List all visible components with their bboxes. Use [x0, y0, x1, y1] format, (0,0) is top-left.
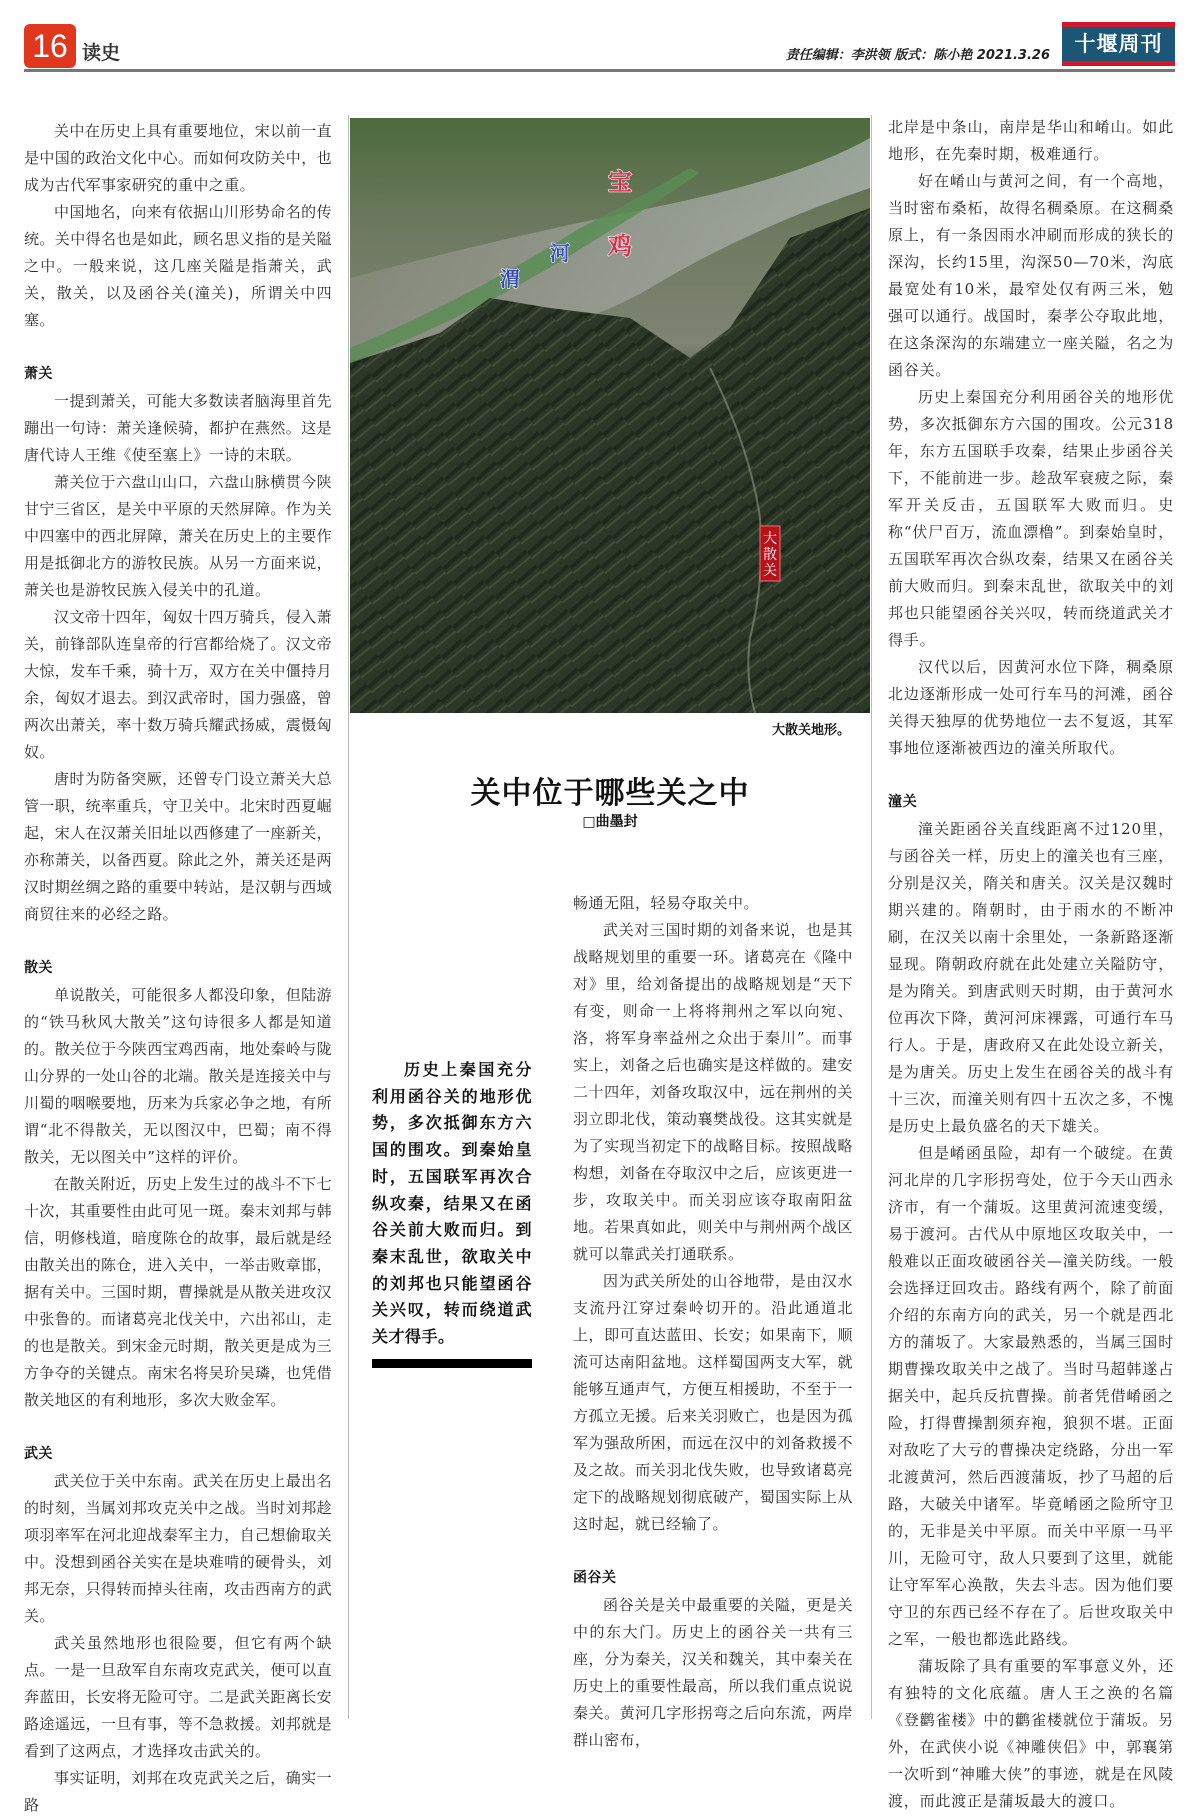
section-name: 读史: [82, 42, 121, 64]
paragraph: 事实证明，刘邦在攻克武关之后，确实一路: [24, 1769, 332, 1814]
article-title: 关中位于哪些关之中: [470, 776, 750, 811]
paragraph: 因为武关所处的山谷地带，是由汉水支流丹江穿过秦岭切开的。沿此通道北上，即可直达蓝田、长安；如果南下，顺流可达南阳盆地。这样蜀国两支大军，就能够互通声气，方便互相援助，不至于一方孤立无援。后来关羽败亡，也是因为孤军为强敌所困，而远在汉中的刘备救援不及之故。而关羽北伐失败，也导致诸葛亮定下的战略规划彻底破产，蜀国实际上从这时起，就已经输了。: [573, 1272, 853, 1533]
paragraph: 中国地名，向来有依据山川形势命名的传统。关中得名也是如此，顾名思义指的是关隘之中。一般来说，这几座关隘是指萧关，武关，散关，以及函谷关(潼关)，所谓关中四塞。: [24, 203, 333, 329]
paragraph: 在散关附近，历史上发生过的战斗不下七十次，其重要性由此可见一斑。秦末刘邦与韩信，明修栈道，暗度陈仓的故事，最后就是经由散关出的陈仓，进入关中，一举击败章邯，据有关中。三国时期，曹操就是从散关进攻汉中张鲁的。而诸葛亮北伐关中，六出祁山，走的也是散关。到宋金元时期，散关更是成为三方争夺的关键点。南宋名将吴玠吴璘，也凭借散关地区的有利地形，多次大败金军。: [24, 1175, 333, 1409]
map-label-guan: 关: [763, 563, 777, 579]
photo-caption: 大散关地形。: [771, 723, 850, 738]
section-heading: 武关: [24, 1446, 53, 1462]
paragraph: 函谷关是关中最重要的关隘，更是关中的东大门。历史上的函谷关一共有三座，分为秦关，汉关和魏关，其中秦关在历史上的重要性最高，所以我们重点说说秦关。黄河几字形拐弯之后向东流，两岸群山密布，: [573, 1596, 853, 1749]
paragraph: 关中在历史上具有重要地位，宋以前一直是中国的政治文化中心。而如何攻防关中，也成为古代军事家研究的重中之重。: [24, 122, 333, 194]
paragraph: 汉代以后，因黄河水位下降，稠桑原北边逐渐形成一处可行车马的河滩，函谷关得天独厚的优势地位一去不复返，其军事地位逐渐被西边的潼关所取代。: [888, 658, 1174, 757]
paragraph: 畅通无阻，轻易夺取关中。: [573, 894, 760, 912]
paragraph: 北岸是中条山，南岸是华山和崤山。如此地形，在先秦时期，极难通行。: [888, 118, 1174, 163]
map-label-ji: 鸡: [608, 231, 632, 260]
text-column-2: [573, 890, 853, 1754]
map-label-wei: 渭: [500, 267, 520, 291]
text-column-3: [888, 114, 1174, 1815]
paragraph: 汉文帝十四年，匈奴十四万骑兵，侵入萧关，前锋部队连皇帝的行宫都给烧了。汉文帝大惊，发车千乘，骑十万，双方在关中僵持月余，匈奴才退去。到汉武帝时，国力强盛，曾两次出萧关，率十数万骑兵耀武扬威，震慑匈奴。: [24, 608, 333, 761]
paragraph: 历史上秦国充分利用函谷关的地形优势，多次抵御东方六国的围攻。公元318年，东方五国联手攻秦，结果止步函谷关下，不能前进一步。趁敌军衰疲之际，秦军开关反击，五国联军大败而归。史称“伏尸百万，流血漂橹”。到秦始皇时，五国联军再次合纵攻秦，结果又在函谷关前大败而归。到秦末乱世，欲取关中的刘邦也只能望函谷关兴叹，转而绕道武关才得手。: [888, 388, 1174, 649]
pull-quote-bar: [372, 1359, 532, 1368]
paragraph: 萧关位于六盘山山口，六盘山脉横贯今陕甘宁三省区，是关中平原的天然屏障。作为关中四塞中的西北屏障，萧关在历史上的主要作用是抵御北方的游牧民族。从另一方面来说，萧关也是游牧民族入侵关中的孔道。: [24, 473, 333, 599]
pull-quote: 历史上秦国充分利用函谷关的地形优势，多次抵御东方六国的围攻。到秦始皇时，五国联军再次合纵攻秦，结果又在函谷关前大败而归。到秦末乱世，欲取关中的刘邦也只能望函谷关兴叹，转而绕道武关才得手。: [372, 1060, 532, 1347]
paragraph: 武关虽然地形也很险要，但它有两个缺点。一是一旦敌军自东南攻克武关，便可以直奔蓝田，长安将无险可守。二是武关距离长安路途遥远，一旦有事，等不急救援。刘邦就是看到了这两点，才选择攻击武关的。: [24, 1634, 333, 1760]
paragraph: 武关对三国时期的刘备来说，也是其战略规划里的重要一环。诸葛亮在《隆中对》里，给刘备提出的战略规划是“天下有变，则命一上将将荆州之军以向宛、洛，将军身率益州之众出于秦川”。而事实上，刘备之后也确实是这样做的。建安二十四年，刘备攻取汉中，远在荆州的关羽立即北伐，策动襄樊战役。这其实就是为了实现当初定下的战略目标。按照战略构想，刘备在夺取汉中之后，应该更进一步，攻取关中。而关羽应该夺取南阳盆地。若果真如此，则关中与荆州两个战区就可以靠武关打通联系。: [573, 921, 853, 1263]
dasanguan-label-box: [760, 526, 780, 581]
map-label-he: 河: [550, 241, 570, 265]
map-label-da: 大: [763, 531, 777, 547]
newspaper-logo: 十堰周刊: [1062, 22, 1175, 66]
paragraph: 单说散关，可能很多人都没印象，但陆游的“铁马秋风大散关”这句诗很多人都是知道的。散关位于今陕西宝鸡西南，地处秦岭与陇山分界的一处山谷的北端。散关是连接关中与川蜀的咽喉要地，历来为兵家必争之地，有所谓“北不得散关，无以图汉中，巴蜀；南不得散关，无以图关中”这样的评价。: [24, 986, 333, 1166]
pull-quote-box: [372, 1057, 532, 1368]
paragraph: 蒲坂除了具有重要的军事意义外，还有独特的文化底蕴。唐人王之涣的名篇《登鹳雀楼》中的鹳雀楼就位于蒲坂。另外，在武侠小说《神雕侠侣》中，郭襄第一次听到“神雕大侠”的事迹，就是在风陵渡，而此渡正是蒲坂最大的渡口。: [888, 1657, 1174, 1810]
section-heading: 散关: [24, 960, 53, 976]
paragraph: 武关位于关中东南。武关在历史上最出名的时刻，当属刘邦攻克关中之战。当时刘邦趁项羽率军在河北迎战秦军主力，自己想偷取关中。没想到函谷关实在是块难啃的硬骨头，刘邦无奈，只得转而掉头往南，攻击西南方的武关。: [24, 1472, 333, 1625]
text-column-1: [24, 118, 332, 1819]
dasanguan-terrain-image: [350, 118, 870, 713]
column-divider: [348, 115, 349, 1719]
section-heading: 萧关: [24, 366, 53, 382]
map-label-san: 散: [763, 547, 777, 563]
article-byline: □曲墨封: [582, 814, 638, 830]
editor-credits: 责任编辑：李洪领 版式：陈小艳 2021.3.26: [785, 48, 1050, 63]
paragraph: 唐时为防备突厥，还曾专门设立萧关大总管一职，统率重兵，守卫关中。北宋时西夏崛起，宋人在汉萧关旧址以西修建了一座新关，亦称萧关，以备西夏。除此之外，萧关还是两汉时期丝绸之路的重要中转站，是汉朝与西域商贸往来的必经之路。: [24, 770, 333, 923]
paragraph: 但是崤函虽险，却有一个破绽。在黄河北岸的几字形拐弯处，位于今天山西永济市，有一个蒲坂。这里黄河流速变缓，易于渡河。古代从中原地区攻取关中，一般难以正面攻破函谷关—潼关防线。一般会选择迂回攻击。路线有两个，除了前面介绍的东南方向的武关，另一个就是西北方的蒲坂了。大家最熟悉的，当属三国时期曹操攻取关中之战了。当时马超韩遂占据关中，起兵反抗曹操。前者凭借崤函之险，打得曹操割须弃袍，狼狈不堪。正面对敌吃了大亏的曹操决定绕路，分出一军北渡黄河，然后西渡蒲坂，抄了马超的后路，大破关中诸军。毕竟崤函之险所守卫的，无非是关中平原。而关中平原一马平川，无险可守，敌人只要到了这里，就能让守军军心涣散，失去斗志。因为他们要守卫的东西已经不存在了。后世攻取关中之军，一般也都选此路线。: [888, 1144, 1174, 1648]
terrain-photo: [350, 118, 870, 713]
section-heading: 函谷关: [573, 1570, 617, 1586]
paragraph: 一提到萧关，可能大多数读者脑海里首先蹦出一句诗：萧关逢候骑，都护在燕然。这是唐代诗人王维《使至塞上》一诗的末联。: [24, 392, 333, 464]
column-divider: [871, 115, 872, 1719]
header-rule: [24, 69, 1175, 72]
paragraph: 好在崤山与黄河之间，有一个高地，当时密布桑柘，故得名稠桑原。在这稠桑原上，有一条因雨水冲刷而形成的狭长的深沟，长约15里，沟深50—70米，沟底最宽处有10米，最窄处仅有两三米，勉强可以通行。战国时，秦孝公夺取此地，在这条深沟的东端建立一座关隘，名之为函谷关。: [888, 172, 1174, 379]
map-label-bao: 宝: [608, 167, 632, 196]
page-number: 16: [24, 24, 76, 68]
section-heading: 潼关: [888, 794, 918, 810]
paragraph: 潼关距函谷关直线距离不过120里，与函谷关一样，历史上的潼关也有三座，分别是汉关，隋关和唐关。汉关是汉魏时期兴建的。隋朝时，由于雨水的不断冲刷，在汉关以南十余里处，一条新路逐渐显现。隋朝政府就在此处建立关隘防守，是为隋关。到唐武则天时期，由于黄河水位再次下降，黄河河床裸露，可通行车马行人。于是，唐政府又在此处设立新关，是为唐关。历史上发生在函谷关的战斗有十三次，而潼关则有四十五次之多，不愧是历史上最负盛名的天下雄关。: [888, 820, 1174, 1135]
